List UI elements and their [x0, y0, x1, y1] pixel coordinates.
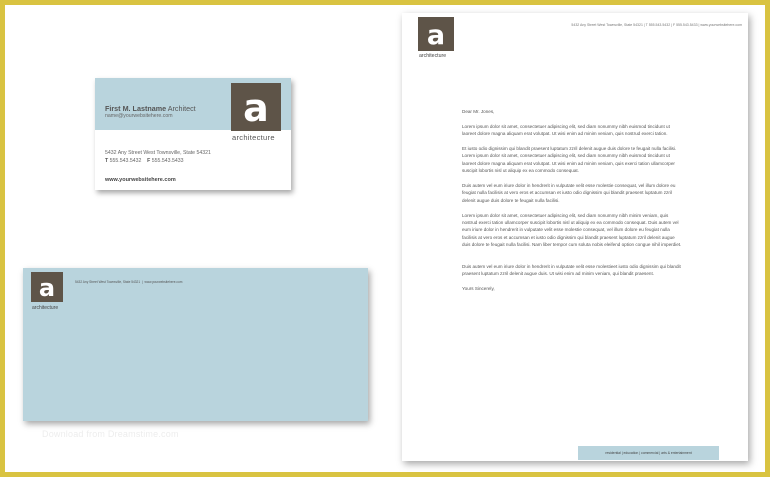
- card-phones: [105, 158, 183, 164]
- letterhead-contact-line: 5432 Any Street West Townsville, State 54321 | T 555.543.5432 | F 555.543.5433 | www.yourwebsitehere.com: [571, 23, 742, 27]
- canvas: [5, 5, 765, 472]
- letter-paragraph: Duis autem vel eum iriure dolor in hendrerit in vulputate velit esse molestie consequat, vel illum dolore eu feugiat nulla facilisis at vero eros et accumsan et iusto odio dignissim qui blandit praesent luptatum zzril delenit augue duis dolore te feugait nulla facilisi.: [462, 183, 676, 203]
- letterhead-logo-icon: [418, 17, 454, 51]
- letterhead-brand: architecture: [419, 53, 447, 59]
- card-fax-label: F: [147, 158, 151, 164]
- letter-closing: Yours Sincerely,: [462, 285, 495, 291]
- card-title: Architect: [167, 104, 196, 113]
- envelope: [23, 268, 368, 421]
- card-name-line: [105, 104, 196, 113]
- card-address: 5432 Any Street West Townsville, State 54321: [105, 150, 211, 156]
- card-website: www.yourwebsitehere.com: [105, 177, 176, 183]
- letter-body: [462, 108, 682, 300]
- envelope-return-address: 5432 Any Street West Townsville, State 54321 | www.yourwebsitehere.com: [75, 280, 183, 284]
- envelope-logo-glyph: a: [38, 274, 56, 302]
- card-logo-icon: [231, 83, 281, 131]
- letterhead: [402, 13, 748, 461]
- letter-paragraph: Et iusto odio dignissim qui blandit praesent luptatum zzril delenit augue duis dolore te feugait nulla facilisi. Lorem ipsum dolor sit amet, consectetuer adipiscing elit, sed diam nonummy nibh euismod tincidunt ut laoreet dolore magna aliquam erat volutpat. Ut wisi enim ad minim veniam, quis exerci tation ullamcorper suscipit lobortis nisl ut aliquip ex ea commodo consequat.: [462, 146, 677, 174]
- envelope-website: www.yourwebsitehere.com: [144, 280, 183, 284]
- envelope-address: 5432 Any Street West Townsville, State 54321: [75, 280, 141, 284]
- card-name: First M. Lastname: [105, 104, 167, 113]
- card-logo-glyph: a: [243, 86, 269, 130]
- card-brand: architecture: [232, 133, 275, 142]
- letter-paragraph: Lorem ipsum dolor sit amet, consectetuer adipiscing elit, sed diam nonummy nibh minim veniam, quis nostrud exerci tation ullamcorper suscipit lobortis nisl ut aliquip ex ea commodo consequat. Duis autem vel eum iriure dolor in hendrerit in vulputate velit esse molestie consequat, vel illum dolore eu feugiat nulla facilisis at vero eros et accumsan et iusto odio dignissim qui blandit praesent luptatum zzril delenit augue duis dolore te feugait nulla facilisi. Nam liber tempor cum soluta nobis eleifend option congue nihil imperdiet.: [462, 212, 682, 248]
- envelope-logo-icon: [31, 272, 63, 302]
- letterhead-logo-glyph: a: [426, 20, 446, 51]
- card-fax: 555.543.5433: [151, 158, 184, 164]
- letter-salutation: Dear Mr. Jones,: [462, 109, 495, 114]
- letterhead-footer: residential | education | commercial | arts & entertainment: [578, 446, 719, 460]
- card-phone-label: T: [105, 158, 109, 164]
- card-email: name@yourwebsitehere.com: [105, 113, 173, 119]
- business-card: [95, 78, 291, 190]
- envelope-reflection-text: Download from Dreamstime.com: [42, 429, 179, 439]
- envelope-brand: architecture: [32, 305, 59, 311]
- letter-paragraph: Lorem ipsum dolor sit amet, consectetuer adipiscing elit, sed diam nonummy nibh euismod tincidunt ut laoreet dolore magna aliquam erat volutpat. Ut wisi enim ad minim veniam, quis nostrud exerci tation.: [462, 123, 670, 137]
- letter-paragraph: Duis autem vel eum iriure dolor in hendrerit in vulputate velit esse molestieet iusto odio dignissim qui blandit praesent luptatum zzril delenit augue duis. Ut wisi enim ad minim veniam, qui blandit praesent.: [462, 263, 681, 277]
- card-phone: 555.543.5432: [109, 158, 142, 164]
